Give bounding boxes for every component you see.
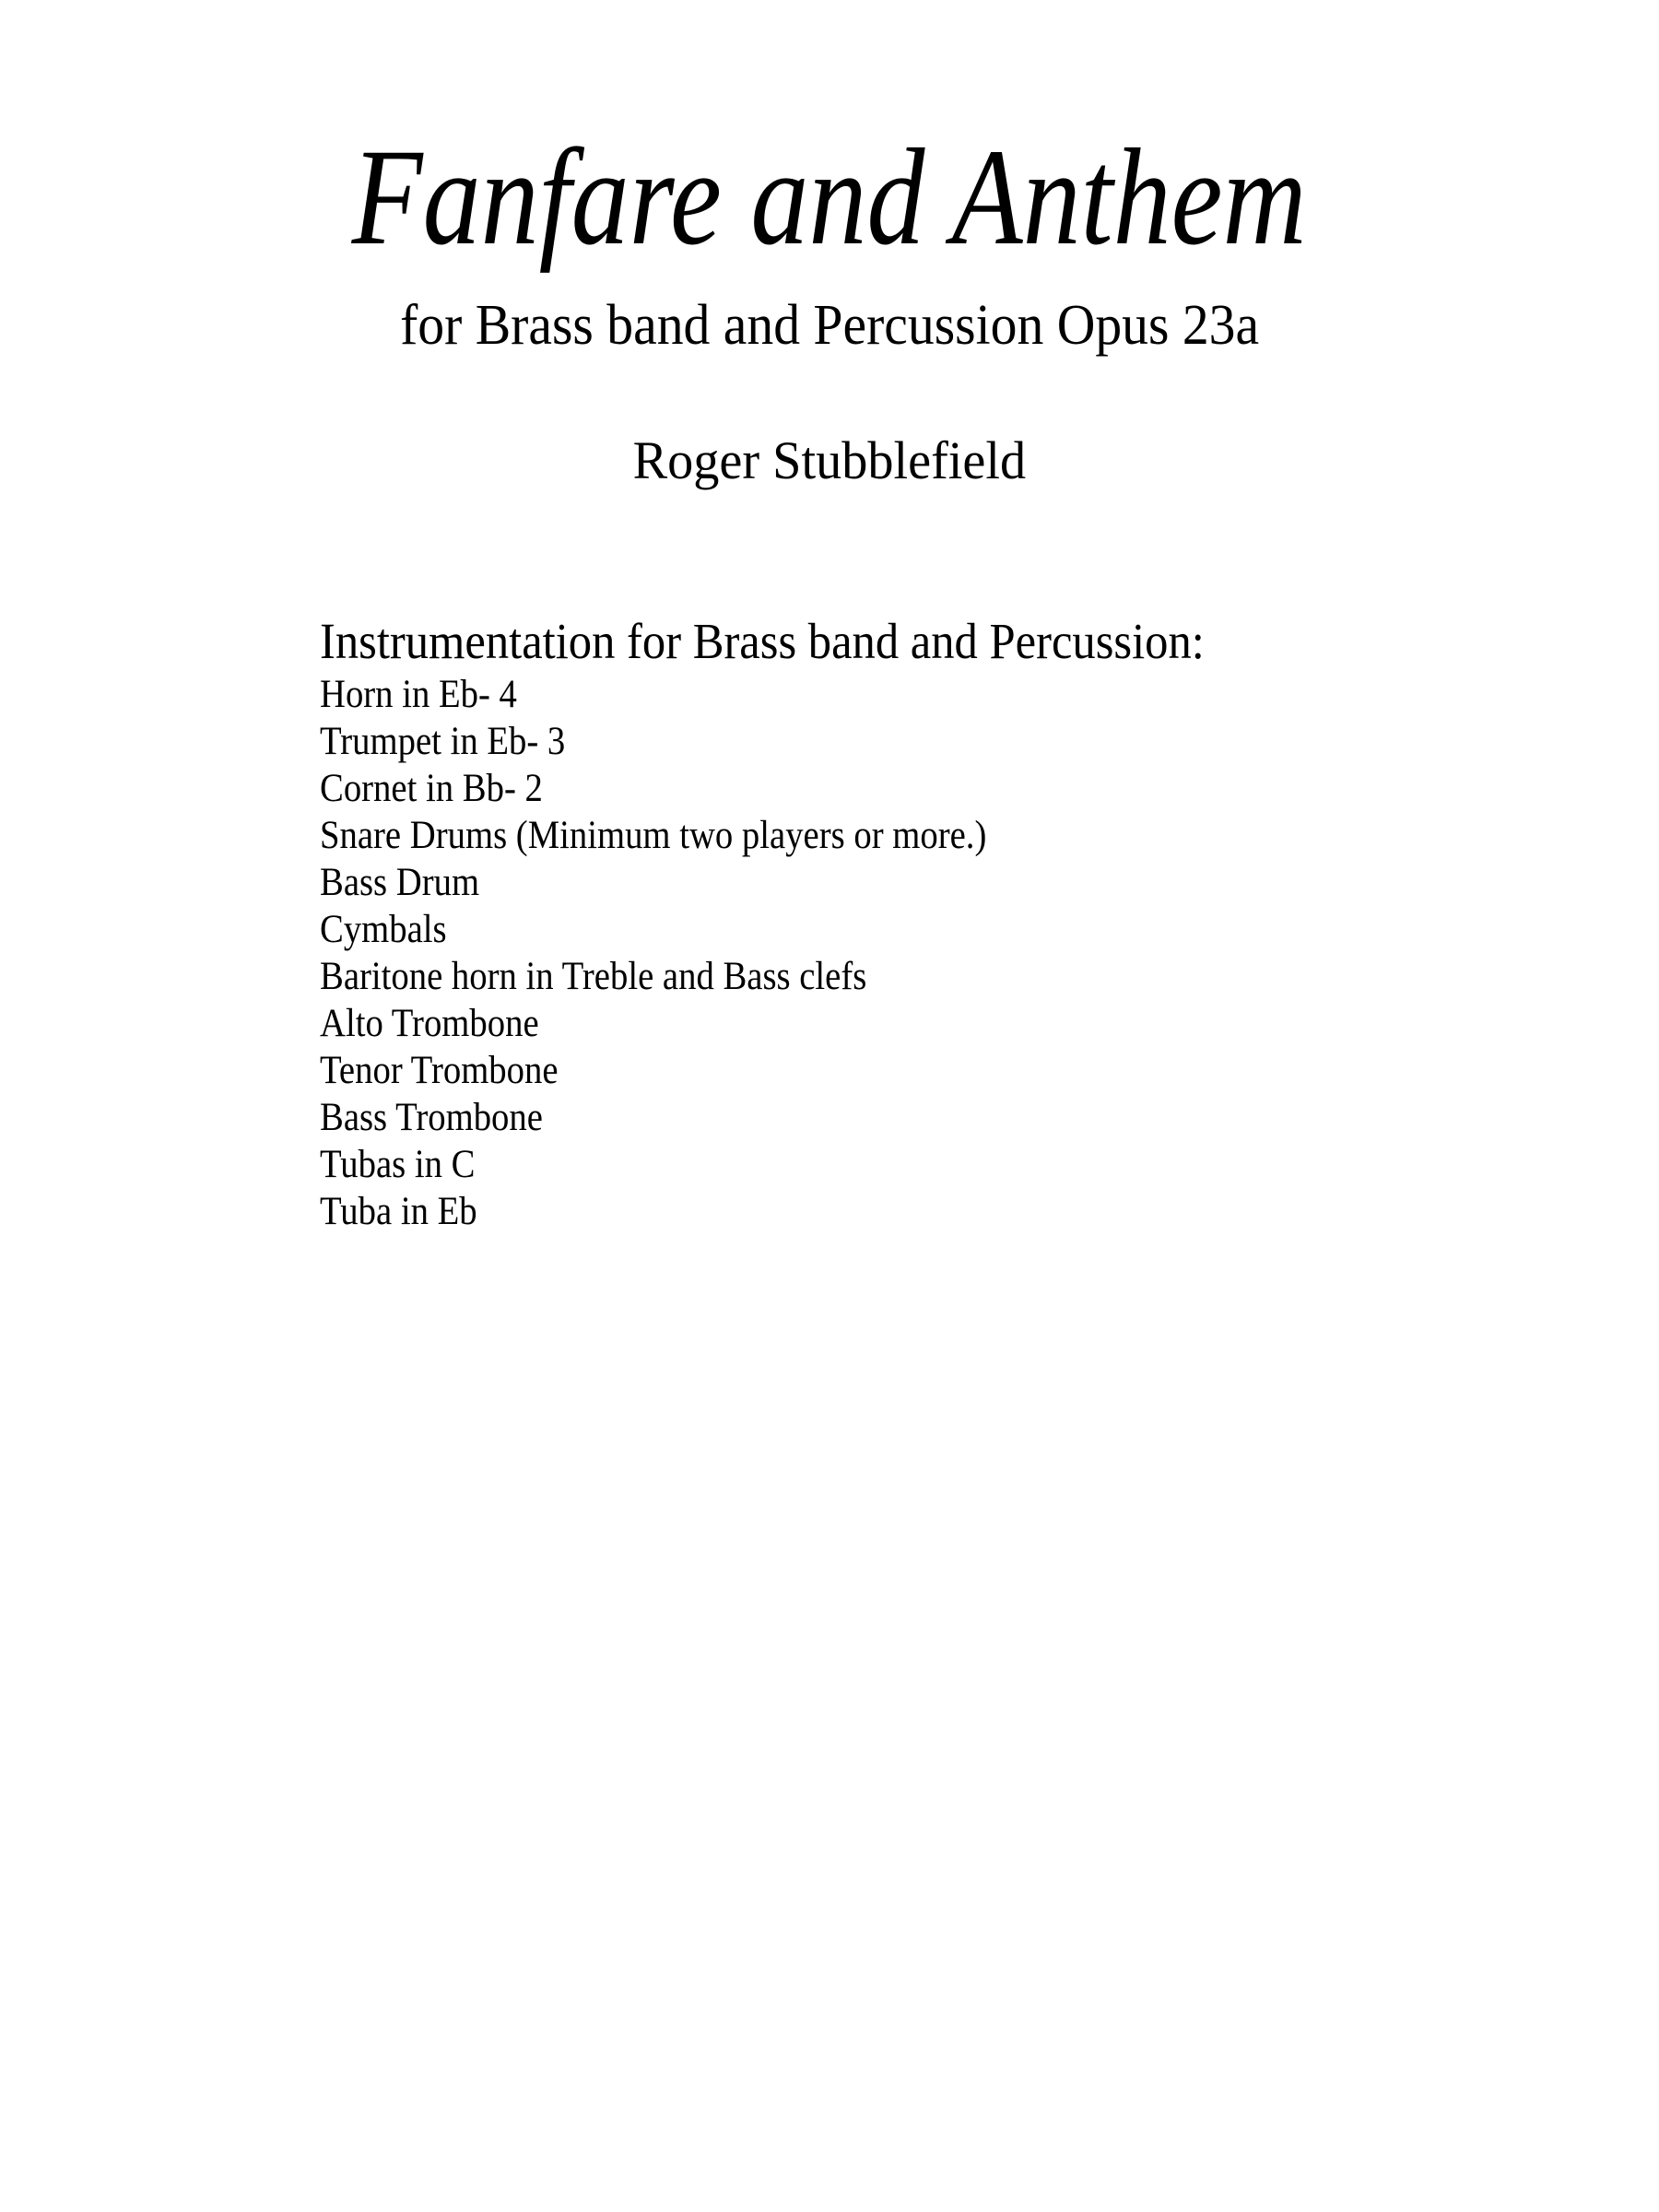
- instrumentation-item: Cymbals: [320, 908, 447, 951]
- instrumentation-item: Tubas in C: [320, 1143, 476, 1186]
- page-subtitle-text: for Brass band and Percussion Opus 23a: [399, 294, 1260, 357]
- instrumentation-list: [320, 671, 1281, 1235]
- instrumentation-item: Cornet in Bb- 2: [320, 767, 543, 810]
- instrumentation-item: Alto Trombone: [320, 1002, 539, 1045]
- instrumentation-item: Tenor Trombone: [320, 1049, 559, 1092]
- page-title-text: Fanfare and Anthem: [352, 121, 1307, 274]
- instrumentation-item: Bass Trombone: [320, 1096, 543, 1139]
- instrumentation-heading: Instrumentation for Brass band and Percussion:: [320, 613, 1205, 669]
- instrumentation-item: Snare Drums (Minimum two players or more.): [320, 814, 987, 857]
- page-subtitle: [0, 293, 1659, 359]
- instrumentation-item: Horn in Eb- 4: [320, 673, 517, 716]
- composer-name-text: Roger Stubblefield: [632, 430, 1027, 490]
- page-title: [0, 118, 1659, 276]
- instrumentation-item: Baritone horn in Treble and Bass clefs: [320, 955, 867, 998]
- instrumentation-section: [320, 612, 1281, 1235]
- instrumentation-item: Tuba in Eb: [320, 1190, 477, 1233]
- instrumentation-item: Bass Drum: [320, 861, 480, 904]
- composer-name: [0, 429, 1659, 491]
- instrumentation-item: Trumpet in Eb- 3: [320, 720, 566, 763]
